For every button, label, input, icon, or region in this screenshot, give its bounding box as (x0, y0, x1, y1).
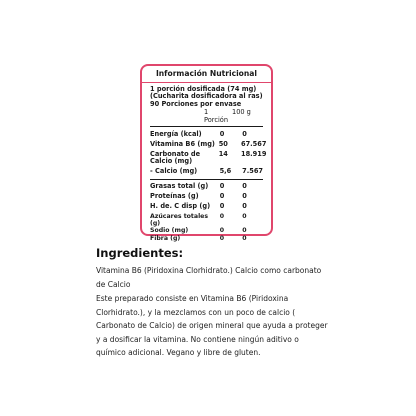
nutrition-title: Información Nutricional (142, 66, 271, 83)
nutrient-row (150, 149, 267, 166)
nutrient-per100: 0 (242, 227, 247, 235)
nutrient-row (150, 131, 263, 139)
ingredients-heading: Ingredientes: (96, 246, 184, 260)
serving-measure: (Cucharita dosificadora al ras) (150, 92, 263, 101)
product-description: Este preparado consiste en Vitamina B6 (Piridoxina Clorhidrato.), y la mezclamos con un poco de calcio ( Carbonato de Calcio) de origen mineral que ayuda a proteger y a dosificar la vitamina. No contiene ningún aditivo o químico adicional. Vegano y libre de gluten. (96, 294, 328, 357)
nutrient-per100: 0 (242, 129, 247, 138)
divider (150, 179, 263, 180)
nutrient-row (150, 139, 267, 149)
column-headers (150, 108, 263, 126)
nutrient-per100: 0 (242, 235, 247, 243)
nutrient-row (150, 183, 263, 191)
nutrient-name: Grasas total (g) (150, 181, 209, 190)
nutrient-per100: 67.567 (241, 139, 267, 148)
nutrient-row (150, 235, 263, 242)
nutrient-name: Vitamina B6 (mg) (150, 139, 215, 148)
serving-info (142, 83, 271, 109)
nutrient-name: Azúcares totales (g) (150, 212, 209, 227)
nutrient-row (150, 168, 263, 176)
nutrient-row (150, 203, 263, 211)
nutrient-name: Carbonato de Calcio (mg) (150, 149, 201, 166)
nutrient-portion: 0 (219, 201, 225, 210)
nutrient-portion: 5,6 (219, 167, 232, 176)
nutrient-name: Energía (kcal) (150, 129, 202, 138)
nutrient-row (150, 227, 263, 234)
column-portion: 1 Porción (204, 108, 229, 125)
nutrient-name: Fibra (g) (150, 235, 181, 243)
nutrient-name: - Calcio (mg) (150, 167, 198, 176)
nutrient-per100: 7.567 (242, 167, 263, 176)
nutrient-portion: 0 (219, 235, 224, 243)
nutrient-name: H. de. C disp (g) (150, 201, 211, 210)
nutrient-row (150, 193, 263, 201)
servings-per-container: 90 Porciones por envase (150, 99, 242, 108)
nutrient-per100: 0 (242, 191, 247, 200)
nutrient-row (150, 213, 263, 227)
nutrient-per100: 0 (242, 212, 247, 220)
nutrient-portion: 0 (219, 181, 225, 190)
nutrient-name: Proteínas (g) (150, 191, 199, 200)
nutrient-name: Sodio (mg) (150, 227, 189, 235)
nutrient-per100: 18.919 (241, 149, 267, 158)
ingredients-list: Vitamina B6 (Piridoxina Clorhidrato.) Calcio como carbonato de Calcio (96, 266, 322, 289)
nutrient-portion: 0 (219, 227, 224, 235)
nutrient-portion: 14 (218, 149, 228, 158)
nutrient-portion: 50 (218, 139, 228, 148)
nutrient-portion: 0 (219, 191, 225, 200)
nutrient-rows (150, 129, 267, 243)
nutrient-portion: 0 (219, 212, 224, 220)
nutrition-facts-label (140, 64, 273, 243)
column-100g: 100 g (232, 108, 251, 117)
nutrient-portion: 0 (219, 129, 225, 138)
serving-size: 1 porción dosificada (74 mg) (150, 84, 257, 93)
nutrient-per100: 0 (242, 181, 247, 190)
nutrient-per100: 0 (242, 201, 247, 210)
